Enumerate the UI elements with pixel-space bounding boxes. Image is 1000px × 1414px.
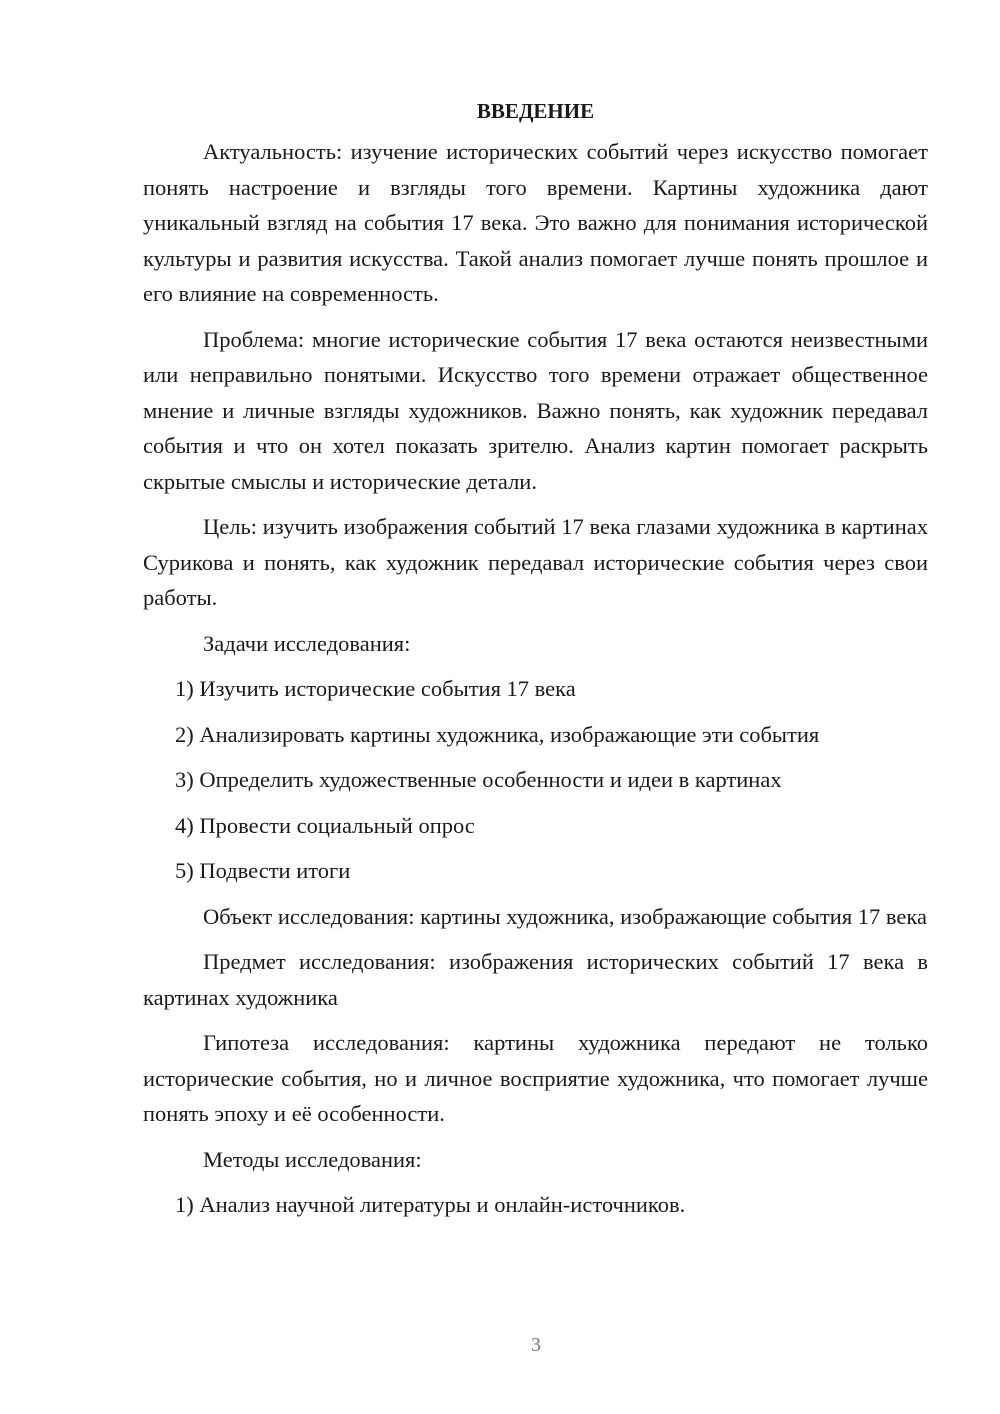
task-item: 4) Провести социальный опрос [175,812,475,838]
hypothesis-paragraph: Гипотеза исследования: картины художника передают не только исторические события, но и личное восприятие художника, что помогает лучше понять эпоху и её особенности. [143,1030,928,1126]
task-item: 5) Подвести итоги [175,858,351,883]
task-item: 3) Определить художественные особенности и идеи в картинах [175,767,782,792]
task-item: 2) Анализировать картины художника, изображающие эти события [175,721,820,747]
relevance-paragraph: Актуальность: изучение исторических событий через искусство помогает понять настроение и взгляды того времени. Картины художника дают уникальный взгляд на события 17 века. Это важно для понимания исторической культуры и развития искусства. Такой анализ помогает лучше понять прошлое и его влияние на современность. [143,139,928,306]
method-item: 1) Анализ научной литературы и онлайн-источников. [175,1192,686,1217]
object-paragraph: Объект исследования: картины художника, изображающие события 17 века [203,903,927,929]
problem-paragraph: Проблема: многие исторические события 17 века остаются неизвестными или неправильно понятыми. Искусство того времени отражает общественное мнение и личные взгляды художников. Важно понять, как художник передавал события и что он хотел показать зрителю. Анализ картин помогает раскрыть скрытые смыслы и исторические детали. [143,326,928,494]
subject-paragraph: Предмет исследования: изображения исторических событий 17 века в картинах художника [143,949,928,1010]
goal-paragraph: Цель: изучить изображения событий 17 века глазами художника в картинах Сурикова и понять, как художник передавал исторические события через свои работы. [143,514,928,610]
task-item: 1) Изучить исторические события 17 века [175,676,576,701]
page-content [143,96,928,1233]
methods-heading: Методы исследования: [203,1146,422,1172]
tasks-heading: Задачи исследования: [203,630,411,656]
page-title: ВВЕДЕНИЕ [476,99,595,123]
page-number: 3 [531,1334,541,1356]
